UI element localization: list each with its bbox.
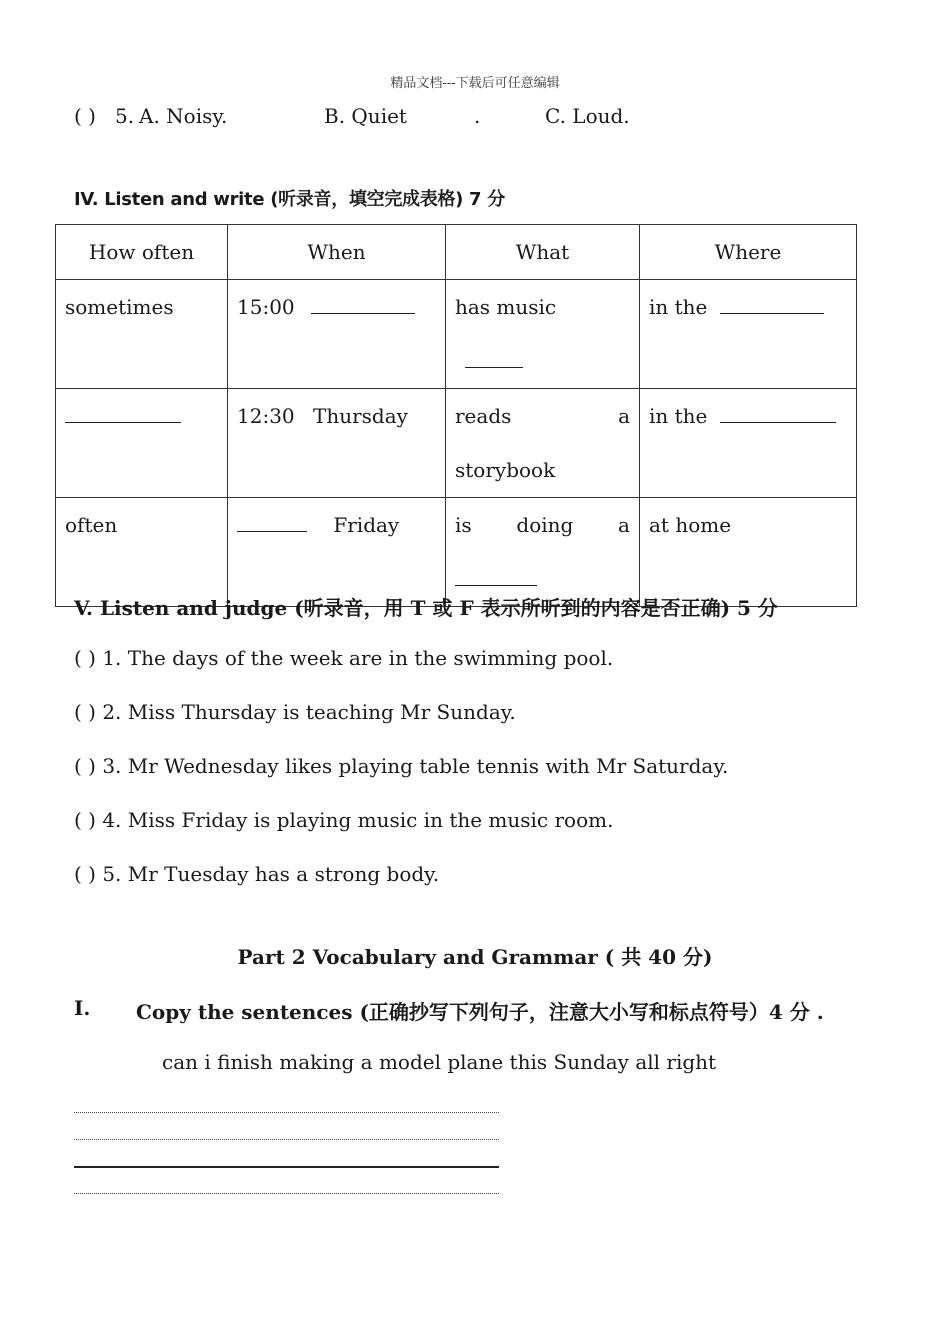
cell-what	[446, 389, 640, 498]
section-4-title: IV. Listen and write (听录音，填空完成表格) 7 分	[74, 189, 505, 210]
cell-how-often: sometimes	[56, 280, 228, 389]
cell-where	[640, 389, 857, 498]
writing-line[interactable]	[74, 1166, 499, 1168]
section-1-number: I.	[74, 996, 91, 1020]
cell-where	[640, 280, 857, 389]
cell-how-often	[56, 389, 228, 498]
option-b-dot: .	[474, 104, 481, 128]
table-header-row	[56, 225, 857, 280]
judge-item-5: ( ) 5. Mr Tuesday has a strong body.	[74, 862, 440, 886]
what-word: a	[618, 513, 630, 537]
page-header: 精品文档---下载后可任意编辑	[390, 76, 560, 91]
fill-blank[interactable]	[65, 421, 181, 423]
writing-line[interactable]	[74, 1112, 499, 1113]
when-time: 12:30	[237, 404, 295, 428]
option-c: C. Loud.	[545, 104, 630, 128]
judge-item-4: ( ) 4. Miss Friday is playing music in the music room.	[74, 808, 614, 832]
fill-blank[interactable]	[311, 312, 415, 314]
what-text: has music	[455, 295, 557, 319]
cell-where: at home	[640, 498, 857, 607]
judge-item-2: ( ) 2. Miss Thursday is teaching Mr Sunday.	[74, 700, 516, 724]
table-row	[56, 280, 857, 389]
cell-when	[228, 389, 446, 498]
fill-blank[interactable]	[455, 584, 537, 586]
where-text: in the	[649, 295, 708, 319]
fill-blank[interactable]	[720, 421, 836, 423]
section-1-title: Copy the sentences (正确抄写下列句子，注意大小写和标点符号）4 分 .	[136, 1000, 824, 1024]
question-number: 5.	[115, 104, 135, 128]
what-word: is	[455, 513, 472, 537]
option-a: A. Noisy.	[139, 104, 228, 128]
cell-what	[446, 280, 640, 389]
what-word: a	[618, 404, 630, 428]
header-what: What	[446, 225, 640, 280]
what-line-1	[455, 389, 630, 443]
answer-paren: ( )	[74, 104, 96, 128]
judge-item-3: ( ) 3. Mr Wednesday likes playing table tennis with Mr Saturday.	[74, 754, 729, 778]
cell-what	[446, 498, 640, 607]
writing-line[interactable]	[74, 1139, 499, 1140]
table-row	[56, 389, 857, 498]
what-word: doing	[516, 513, 574, 537]
header-when: When	[228, 225, 446, 280]
when-day: Thursday	[313, 404, 408, 428]
what-word: reads	[455, 404, 512, 428]
fill-blank[interactable]	[465, 366, 523, 368]
header-where: Where	[640, 225, 857, 280]
what-line-1	[455, 498, 630, 552]
when-time: 15:00	[237, 295, 295, 319]
when-day: Friday	[333, 513, 400, 537]
cell-how-often: often	[56, 498, 228, 607]
table-row	[56, 498, 857, 607]
copy-sentence: can i finish making a model plane this Sunday all right	[162, 1050, 717, 1074]
where-text: in the	[649, 404, 708, 428]
option-b: B. Quiet	[324, 104, 407, 128]
fill-blank[interactable]	[720, 312, 824, 314]
cell-when	[228, 280, 446, 389]
fill-blank[interactable]	[237, 530, 307, 532]
header-how-often: How often	[56, 225, 228, 280]
writing-line[interactable]	[74, 1193, 499, 1194]
cell-when	[228, 498, 446, 607]
what-line-2: storybook	[455, 458, 556, 482]
listen-write-table	[55, 224, 857, 607]
part-2-title: Part 2 Vocabulary and Grammar ( 共 40 分)	[237, 945, 713, 969]
section-5-title: V. Listen and judge (听录音，用 T 或 F 表示所听到的内容是否正确) 5 分	[74, 596, 778, 620]
judge-item-1: ( ) 1. The days of the week are in the swimming pool.	[74, 646, 614, 670]
